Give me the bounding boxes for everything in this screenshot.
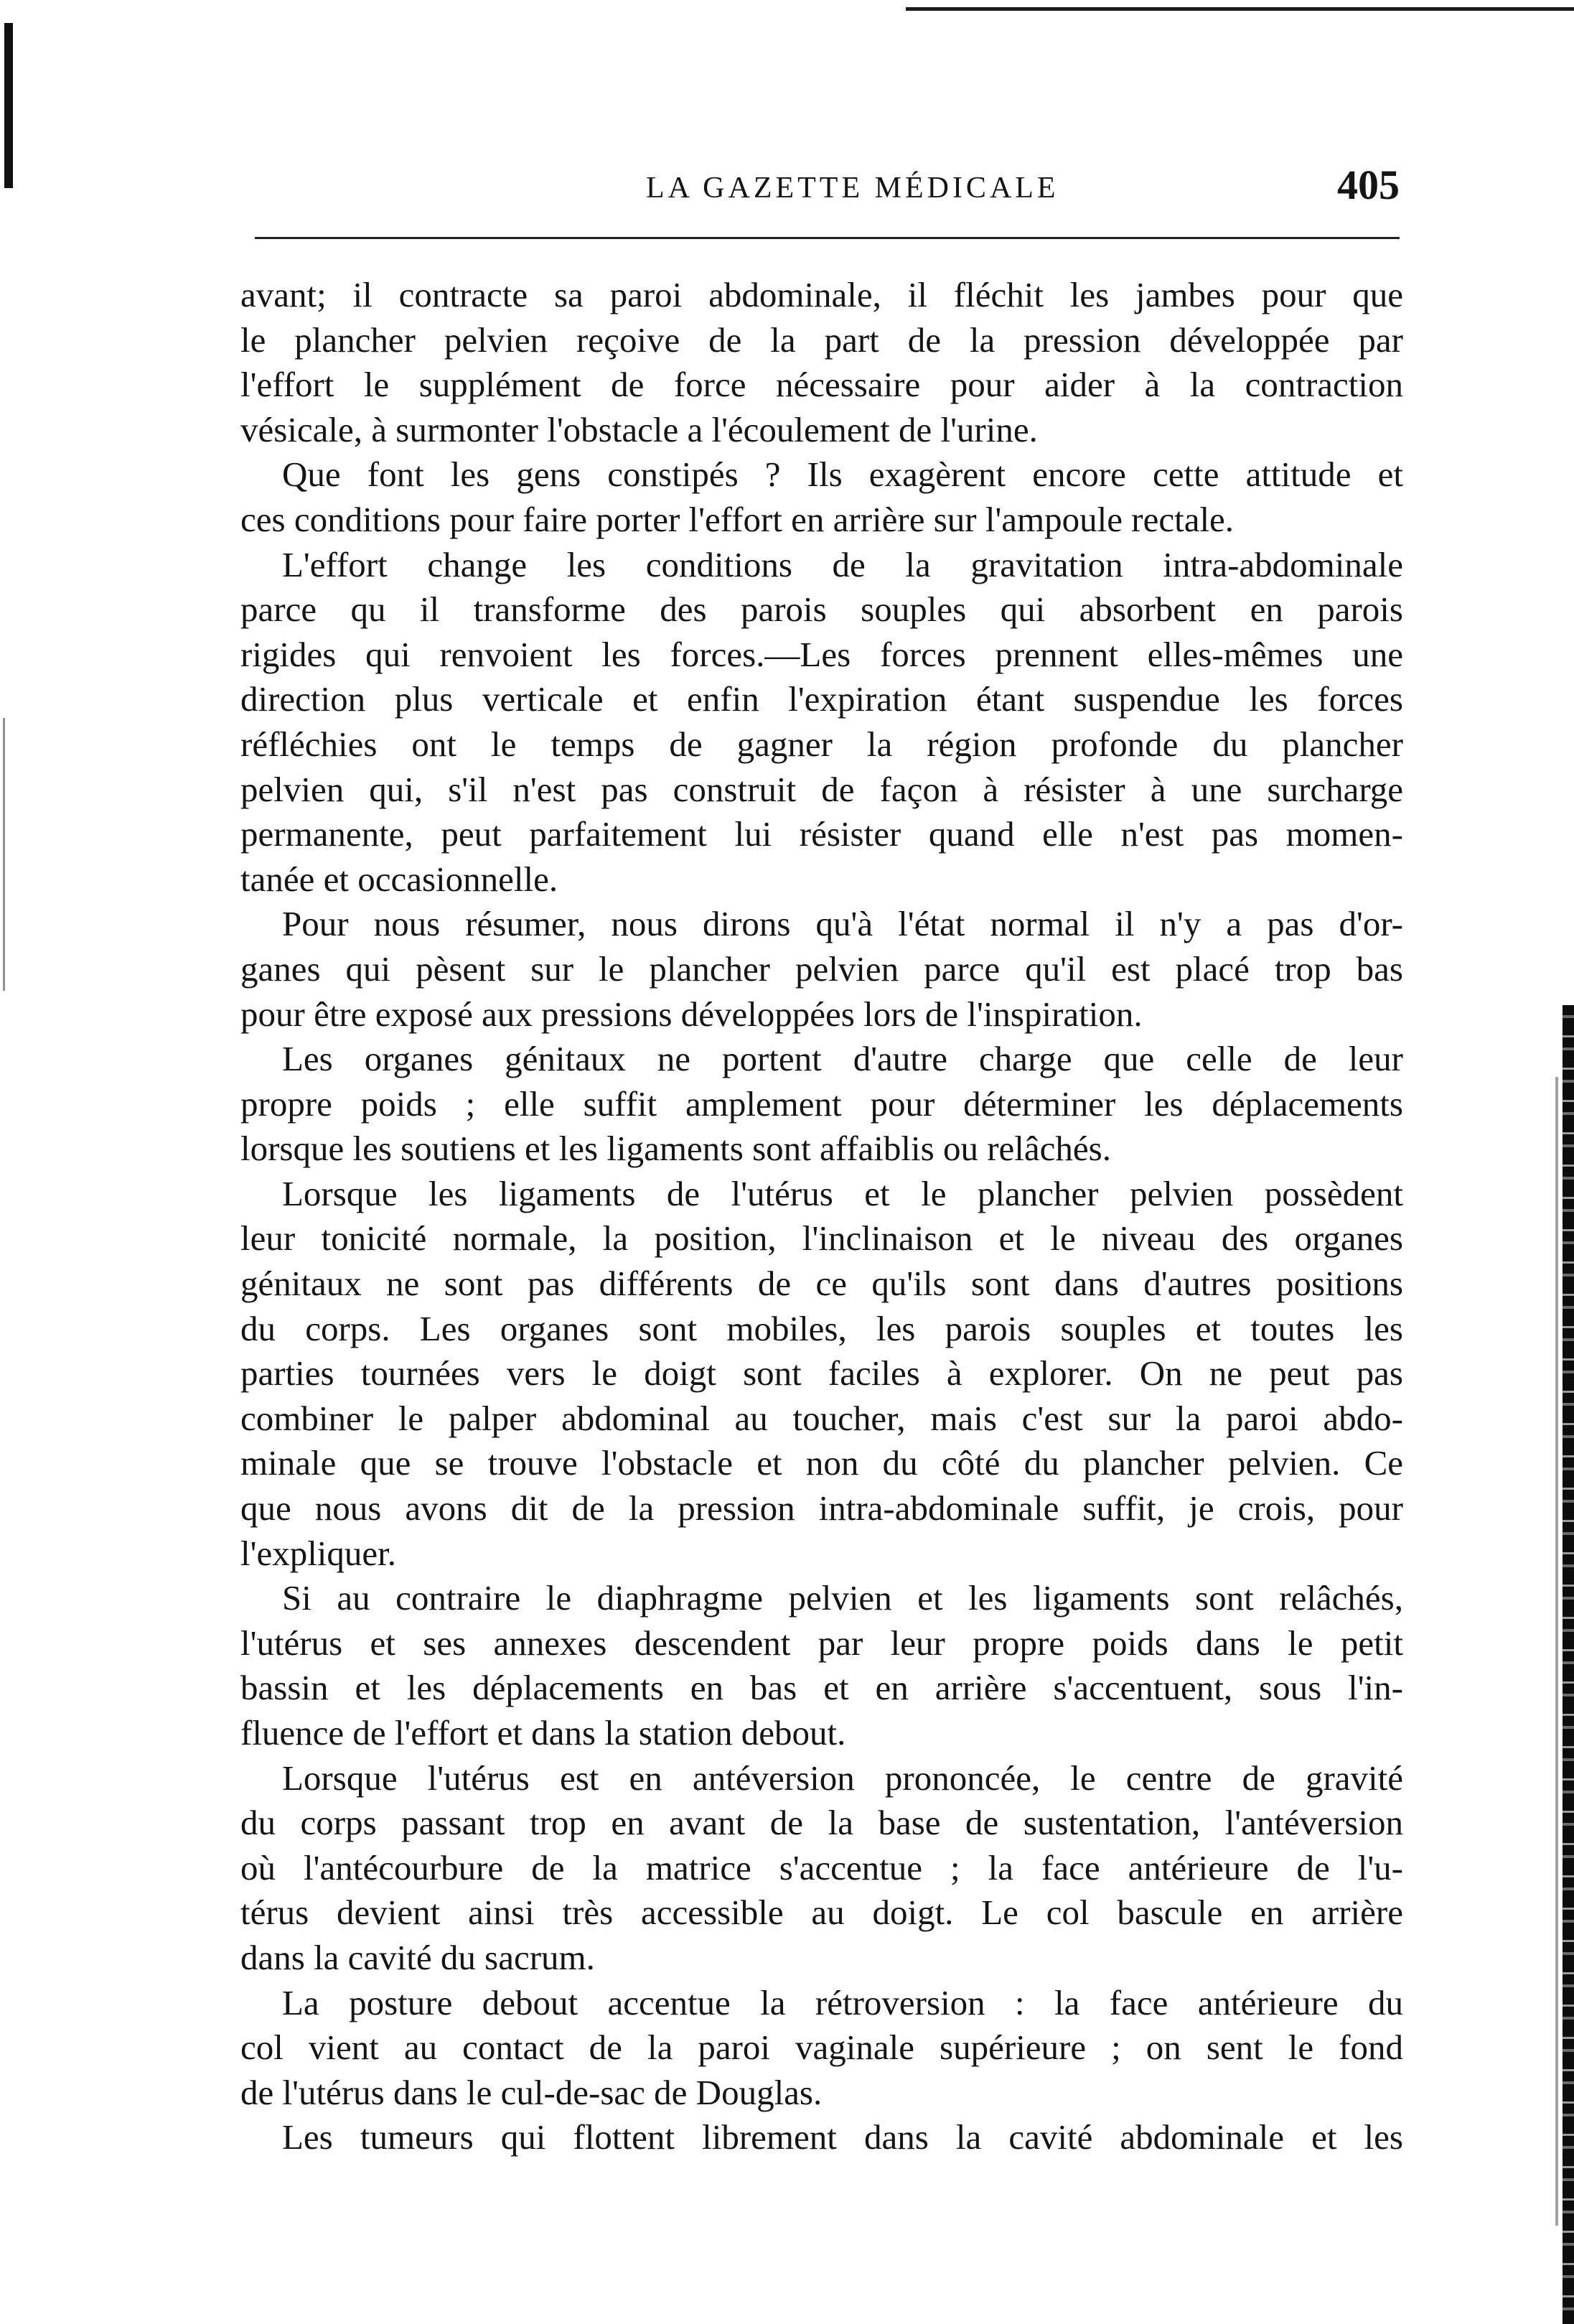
- text-line: de l'utérus dans le cul-de-sac de Douglas.: [240, 2072, 823, 2112]
- text-line: propre poids ; elle suffit amplement pour déterminer les déplacements: [240, 1083, 1403, 1124]
- text-line: ganes qui pèsent sur le plancher pelvien parce qu'il est placé trop bas: [240, 948, 1403, 989]
- text-line: Lorsque l'utérus est en antéversion prononcée, le centre de gravité: [282, 1758, 1403, 1798]
- header-rule: [255, 237, 1400, 239]
- text-line: pelvien qui, s'il n'est pas construit de façon à résister à une surcharge: [240, 769, 1403, 809]
- text-line: direction plus verticale et enfin l'expiration étant suspendue les forces: [240, 679, 1403, 719]
- text-line: Les organes génitaux ne portent d'autre charge que celle de leur: [282, 1039, 1403, 1079]
- text-line: fluence de l'effort et dans la station debout.: [240, 1713, 846, 1753]
- text-line: le plancher pelvien reçoive de la part de la pression développée par: [240, 319, 1403, 360]
- text-line: parce qu il transforme des parois souples qui absorbent en parois: [240, 589, 1403, 630]
- text-line: l'utérus et ses annexes descendent par leur propre poids dans le petit: [240, 1623, 1403, 1663]
- text-line: permanente, peut parfaitement lui résister quand elle n'est pas momen-: [240, 814, 1403, 854]
- text-line: Que font les gens constipés ? Ils exagèrent encore cette attitude et: [282, 454, 1403, 495]
- text-line: Pour nous résumer, nous dirons qu'à l'état normal il n'y a pas d'or-: [282, 904, 1403, 944]
- text-line: où l'antécourbure de la matrice s'accentue ; la face antérieure de l'u-: [240, 1847, 1403, 1887]
- text-line: lorsque les soutiens et les ligaments sont affaiblis ou relâchés.: [240, 1129, 1111, 1169]
- text-line: l'effort le supplément de force nécessaire pour aider à la contraction: [240, 365, 1403, 405]
- text-line: ces conditions pour faire porter l'effort en arrière sur l'ampoule rectale.: [240, 499, 1235, 539]
- scan-artifact-right-edge-inner: [1555, 1077, 1558, 2226]
- text-line: génitaux ne sont pas différents de ce qu'ils sont dans d'autres positions: [240, 1264, 1403, 1304]
- text-line: L'effort change les conditions de la gravitation intra-abdominale: [282, 544, 1403, 584]
- text-line: La posture debout accentue la rétroversion : la face antérieure du: [282, 1982, 1403, 2022]
- text-line: Lorsque les ligaments de l'utérus et le plancher pelvien possèdent: [282, 1173, 1403, 1213]
- scan-artifact-left-bar: [4, 23, 13, 188]
- text-line: avant; il contracte sa paroi abdominale, il fléchit les jambes pour que: [240, 275, 1403, 314]
- text-line: Si au contraire le diaphragme pelvien et les ligaments sont relâchés,: [282, 1578, 1403, 1618]
- text-line: pour être exposé aux pressions développées lors de l'inspiration.: [240, 994, 1143, 1034]
- scan-artifact-right-edge: [1563, 1005, 1574, 2324]
- text-line: réfléchies ont le temps de gagner la région profonde du plancher: [240, 724, 1403, 764]
- text-line: l'expliquer.: [240, 1533, 397, 1573]
- scan-artifact-left-mark: [3, 718, 5, 991]
- text-line: col vient au contact de la paroi vaginale supérieure ; on sent le fond: [240, 2027, 1403, 2068]
- text-line: tanée et occasionnelle.: [240, 859, 558, 899]
- running-head: [244, 157, 1400, 214]
- text-line: rigides qui renvoient les forces.—Les forces prennent elles-mêmes une: [240, 634, 1403, 674]
- text-line: parties tournées vers le doigt sont faciles à explorer. On ne peut pas: [240, 1353, 1403, 1394]
- text-line: que nous avons dit de la pression intra-abdominale suffit, je crois, pour: [240, 1488, 1403, 1529]
- text-line: dans la cavité du sacrum.: [240, 1937, 595, 1977]
- text-line: du corps passant trop en avant de la base de sustentation, l'antéversion: [240, 1803, 1403, 1843]
- scan-artifact-top-rule: [906, 7, 1574, 11]
- text-line: du corps. Les organes sont mobiles, les parois souples et toutes les: [240, 1308, 1403, 1348]
- running-title: LA GAZETTE MÉDICALE: [646, 172, 1059, 205]
- text-line: Les tumeurs qui flottent librement dans la cavité abdominale et les: [282, 2117, 1403, 2157]
- text-line: térus devient ainsi très accessible au doigt. Le col bascule en arrière: [240, 1893, 1403, 1933]
- text-line: leur tonicité normale, la position, l'inclinaison et le niveau des organes: [240, 1218, 1403, 1259]
- text-line: combiner le palper abdominal au toucher, mais c'est sur la paroi abdo-: [240, 1398, 1403, 1438]
- text-line: bassin et les déplacements en bas et en arrière s'accentuent, sous l'in-: [240, 1668, 1403, 1708]
- page-number: 405: [1337, 162, 1400, 208]
- body-text: [240, 273, 1403, 2160]
- text-line: minale que se trouve l'obstacle et non du côté du plancher pelvien. Ce: [240, 1443, 1403, 1483]
- text-line: vésicale, à surmonter l'obstacle a l'écoulement de l'urine.: [240, 409, 1038, 449]
